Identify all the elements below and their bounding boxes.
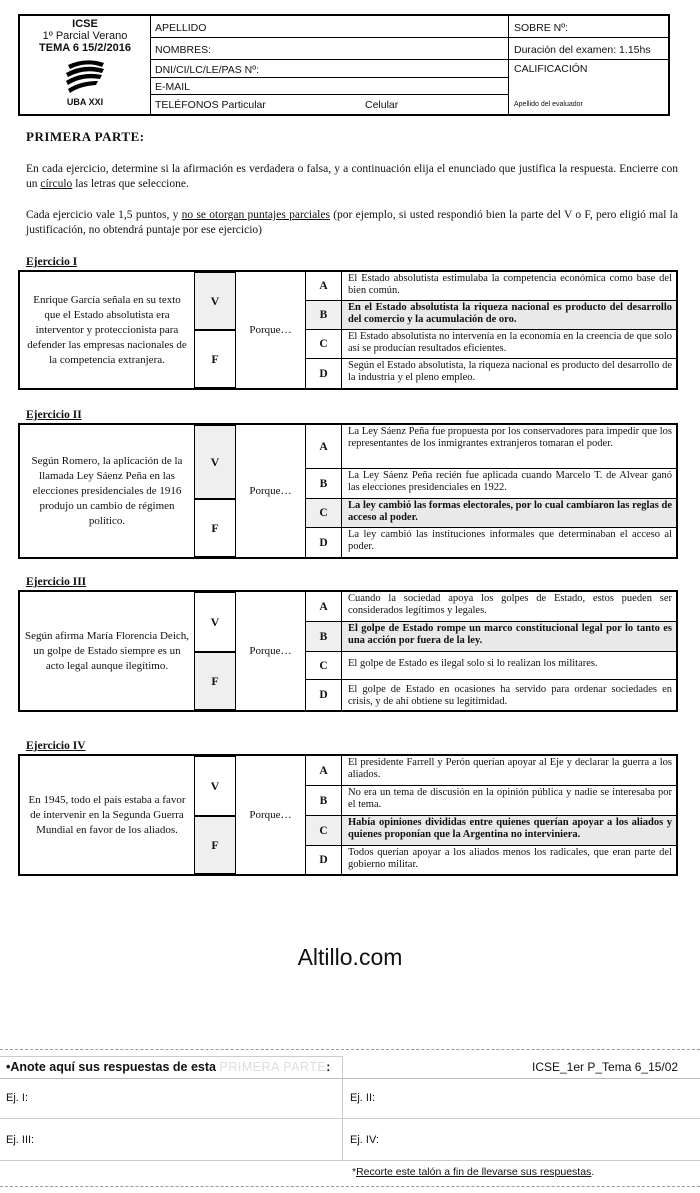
exercise-3-title: Ejercicio III <box>26 576 87 588</box>
exam-name: 1º Parcial Verano <box>42 30 128 42</box>
exercise-3-option-d-text: El golpe de Estado en ocasiones ha servido para ordenar sociedades en crisis, y de ahí obtiene su legitimidad. <box>348 684 672 707</box>
exercise-1-title: Ejercicio I <box>26 256 78 268</box>
slip-note-end: . <box>591 1166 595 1178</box>
exercise-3-statement: Según afirma María Florencia Deich, un golpe de Estado siempre es un acto legal aunque ilegítimo. <box>24 629 190 672</box>
exercise-4-option-c[interactable]: C <box>306 816 342 846</box>
exercise-3 <box>18 590 678 712</box>
slip-title <box>6 1060 330 1074</box>
instructions-1 <box>26 162 678 192</box>
exercise-4-porque: Porque… <box>236 756 306 874</box>
exercise-1-option-b[interactable]: B <box>306 301 342 330</box>
exercise-4 <box>18 754 678 876</box>
slip-note-star: * <box>352 1166 357 1178</box>
slip-note <box>352 1166 594 1178</box>
exercise-3-option-a-text: Cuando la sociedad apoya los golpes de Estado, estos pueden ser considerados legítimos y legales. <box>342 592 676 622</box>
answer-ej-1[interactable]: Ej. I: <box>6 1092 29 1104</box>
exercise-4-option-a-text: El presidente Farrell y Perón querían apoyar al Eje y declarar la guerra a los aliados. <box>342 756 676 786</box>
exercise-2-false[interactable]: F <box>194 499 236 557</box>
exercise-4-title: Ejercicio IV <box>26 740 86 752</box>
cut-line-top <box>0 1049 700 1050</box>
exercise-2-option-b-text: La Ley Sáenz Peña recién fue aplicada cuando Marcelo T. de Alvear ganó las elecciones presidenciales en 1922. <box>342 469 676 499</box>
exercise-1-porque: Porque… <box>236 272 306 388</box>
field-email[interactable]: E-MAIL <box>150 78 508 95</box>
exercise-3-option-b[interactable]: B <box>306 622 342 652</box>
instr2-underlined: no se otorgan puntajes parciales <box>181 209 330 221</box>
duracion-label: Duración del examen: 1.15hs <box>509 38 669 60</box>
exercise-3-false[interactable]: F <box>194 652 236 710</box>
exercise-2-option-b[interactable]: B <box>306 469 342 499</box>
field-apellido[interactable]: APELLIDO <box>150 16 508 38</box>
instr1-underlined: círculo <box>40 178 73 190</box>
slip-row-divider-1 <box>0 1078 700 1079</box>
instr2-text-end: (por ejemplo, si usted respondió bien la parte del V o F, pero eligió mal la justificación, no obtendrá puntaje por ese ejercicio) <box>26 209 678 236</box>
exercise-3-option-a[interactable]: A <box>306 592 342 622</box>
exercise-1-option-c[interactable]: C <box>306 330 342 359</box>
slip-row-divider-2 <box>0 1118 700 1119</box>
exercise-1-option-c-text: El Estado absolutista no intervenía en la economía en la creencia de que solo así se producían resultados eficientes. <box>342 330 676 359</box>
exercise-3-option-c[interactable]: C <box>306 652 342 680</box>
exercise-1-option-d[interactable]: D <box>306 359 342 388</box>
exercise-1-statement: Enrique García señala en su texto que el Estado absolutista era interventor y proteccionista para defender las empresas nacionales de la competencia extranjera. <box>27 293 187 366</box>
uba-logo-icon <box>62 57 108 97</box>
slip-note-text: Recorte este talón a fin de llevarse sus respuestas <box>356 1166 592 1178</box>
exercise-2-option-a[interactable]: A <box>306 425 342 469</box>
answer-ej-2[interactable]: Ej. II: <box>350 1092 376 1104</box>
watermark-text: Altillo.com <box>297 944 403 970</box>
exercise-3-true[interactable]: V <box>194 592 236 652</box>
exercise-2-option-d[interactable]: D <box>306 528 342 557</box>
cut-line-bottom <box>0 1186 700 1187</box>
slip-title-colon: : <box>326 1060 331 1074</box>
celular-label: Celular <box>365 99 399 111</box>
student-fields <box>150 16 508 114</box>
exercise-3-option-c-text: El golpe de Estado es ilegal solo si lo realizan los militares. <box>342 652 676 680</box>
instr1-text: En cada ejercicio, determine si la afirmación es verdadera o falsa, y a continuación elija el enunciado que justifica la respuesta. Encierre con un <box>26 163 678 190</box>
exercise-2-true[interactable]: V <box>194 425 236 499</box>
exercise-1-option-a[interactable]: A <box>306 272 342 301</box>
exercise-4-false[interactable]: F <box>194 816 236 874</box>
exercise-4-option-c-text: Había opiniones divididas entre quienes querían apoyar a los aliados y quienes proponían que la Argentina no interviniera. <box>342 816 676 846</box>
field-dni[interactable]: DNI/CI/LC/LE/PAS Nº: <box>150 60 508 78</box>
exercise-3-option-d[interactable]: D <box>306 680 342 710</box>
instructions-2 <box>26 208 678 238</box>
exercise-4-option-a[interactable]: A <box>306 756 342 786</box>
section-title: PRIMERA PARTE: <box>26 129 145 144</box>
calificacion-field[interactable]: CALIFICACIÓN <box>514 63 588 75</box>
instr2-text: Cada ejercicio vale 1,5 puntos, y <box>26 209 182 221</box>
slip-title-text: •Anote aquí sus respuestas de esta <box>6 1060 217 1074</box>
course-name: ICSE <box>72 18 98 30</box>
instr1-text-end: las letras que seleccione. <box>72 178 189 190</box>
answer-ej-3[interactable]: Ej. III: <box>6 1134 35 1146</box>
slip-row-divider-3 <box>0 1160 700 1161</box>
exercise-1 <box>18 270 678 390</box>
exercise-3-porque: Porque… <box>236 592 306 710</box>
exercise-2 <box>18 423 678 559</box>
sobre-field[interactable]: SOBRE Nº: <box>509 16 669 38</box>
exam-header <box>18 14 670 116</box>
exercise-1-option-a-text: El Estado absolutista estimulaba la competencia económica como base del bien común. <box>342 272 676 301</box>
field-telefonos[interactable] <box>150 95 508 114</box>
exercise-1-option-b-text: En el Estado absolutista la riqueza nacional es producto del desarrollo del comercio y la acumulación de oro. <box>342 301 676 330</box>
exercise-4-option-d-text: Todos querían apoyar a los aliados menos los radicales, que eran parte del gobierno militar. <box>348 847 672 870</box>
exercise-4-option-b[interactable]: B <box>306 786 342 816</box>
field-nombres[interactable]: NOMBRES: <box>150 38 508 60</box>
logo-text: UBA XXI <box>66 97 104 107</box>
exercise-2-option-c[interactable]: C <box>306 499 342 528</box>
exercise-1-option-d-text: Según el Estado absolutista, la riqueza nacional es producto del desarrollo de la industria y el pleno empleo. <box>348 360 672 383</box>
exercise-2-option-a-text: La Ley Sáenz Peña fue propuesta por los conservadores para impedir que los representantes de los inmigrantes extranjeros tomaran el poder. <box>342 425 676 469</box>
exam-tema: TEMA 6 15/2/2016 <box>39 42 131 54</box>
course-info <box>20 16 151 114</box>
exercise-1-true[interactable]: V <box>194 272 236 330</box>
evaluador-label: Apellido del evaluador <box>514 101 583 108</box>
slip-code: ICSE_1er P_Tema 6_15/02 <box>532 1060 679 1074</box>
exercise-2-title: Ejercicio II <box>26 409 82 421</box>
slip-title-faint: PRIMERA PARTE <box>219 1060 327 1074</box>
exercise-2-porque: Porque… <box>236 425 306 557</box>
exercise-3-option-b-text: El golpe de Estado rompe un marco constitucional legal por lo tanto es una acción por fuera de la ley. <box>342 622 676 652</box>
exercise-4-option-b-text: No era un tema de discusión en la opinión pública y nadie se interesaba por el tema. <box>342 786 676 816</box>
exercise-4-statement: En 1945, todo el país estaba a favor de intervenir en la Segunda Guerra Mundial en favor de los aliados. <box>28 793 186 836</box>
answer-ej-4[interactable]: Ej. IV: <box>350 1134 379 1146</box>
exercise-4-true[interactable]: V <box>194 756 236 816</box>
exercise-1-false[interactable]: F <box>194 330 236 388</box>
exercise-2-option-d-text: La ley cambió las instituciones informales que determinaban el acceso al poder. <box>348 529 672 552</box>
exercise-4-option-d[interactable]: D <box>306 846 342 874</box>
exam-admin-fields <box>508 16 669 114</box>
slip-col-divider <box>342 1056 343 1160</box>
telefonos-label: TELÉFONOS Particular <box>155 99 266 111</box>
exercise-2-statement: Según Romero, la aplicación de la llamada Ley Sáenz Peña en las elecciones presidenciales de 1916 produjo un cambio de régimen político. <box>31 454 183 527</box>
exercise-2-option-c-text: La ley cambió las formas electorales, por lo cual cambiaron las reglas de acceso al poder. <box>342 499 676 528</box>
slip-title-border <box>0 1056 342 1057</box>
